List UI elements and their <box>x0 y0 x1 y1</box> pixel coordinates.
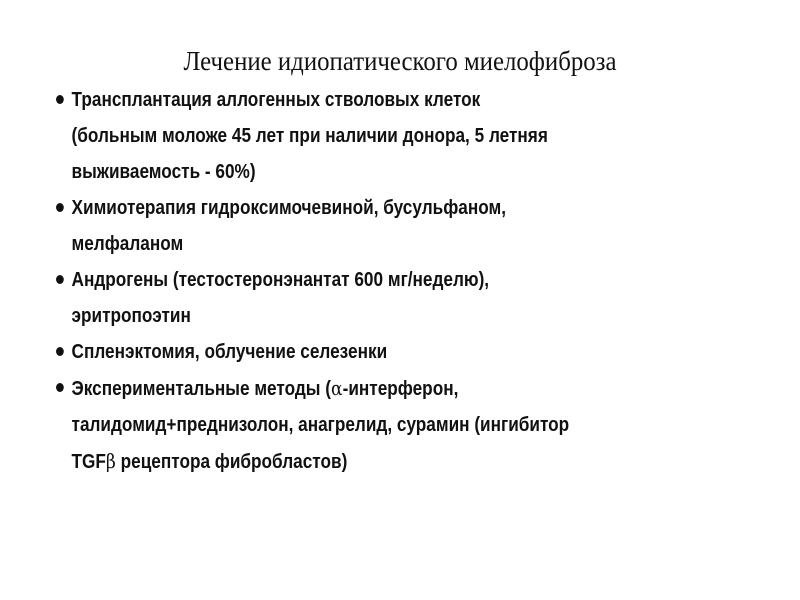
list-item-line <box>72 370 672 407</box>
list-item-line: Трансплантация аллогенных стволовых клеток <box>71 89 481 111</box>
bullet-icon <box>56 347 64 356</box>
list-item-line: Спленэктомия, облучение селезенки <box>71 341 388 363</box>
list-item-line: талидомид+преднизолон, анагрелид, сурамин (ингибитор <box>71 414 570 436</box>
bullet-icon <box>56 275 64 284</box>
alpha-symbol: α <box>330 376 343 400</box>
beta-symbol: β <box>105 449 116 473</box>
list-item-line: Андрогены (тестостеронэнантат 600 мг/неделю), <box>71 269 490 291</box>
list-item-transplantation <box>44 82 672 190</box>
list-item-text: TGF <box>71 451 106 473</box>
list-item-chemotherapy <box>44 190 672 262</box>
list-item-text: Экспериментальные методы ( <box>71 378 331 400</box>
list-item-androgens <box>44 262 672 334</box>
bullet-icon <box>56 383 64 392</box>
list-item-line: выживаемость - 60%) <box>71 161 256 183</box>
list-item-splenectomy <box>44 334 672 370</box>
bullet-icon <box>56 203 64 212</box>
slide-title: Лечение идиопатического миелофиброза <box>183 46 617 77</box>
list-item-line <box>72 443 672 480</box>
bullet-icon <box>56 95 64 104</box>
treatment-list <box>44 82 774 480</box>
list-item-line: Химиотерапия гидроксимочевиной, бусульфаном, <box>71 197 507 219</box>
list-item-text: рецептора фибробластов) <box>115 451 348 473</box>
list-item-line: мелфаланом <box>71 233 184 255</box>
list-item-experimental <box>44 370 672 480</box>
list-item-line: (больным моложе 45 лет при наличии донора, 5 летняя <box>71 125 548 147</box>
list-item-line: эритропоэтин <box>71 305 191 327</box>
list-item-text: -интерферон, <box>342 378 459 400</box>
